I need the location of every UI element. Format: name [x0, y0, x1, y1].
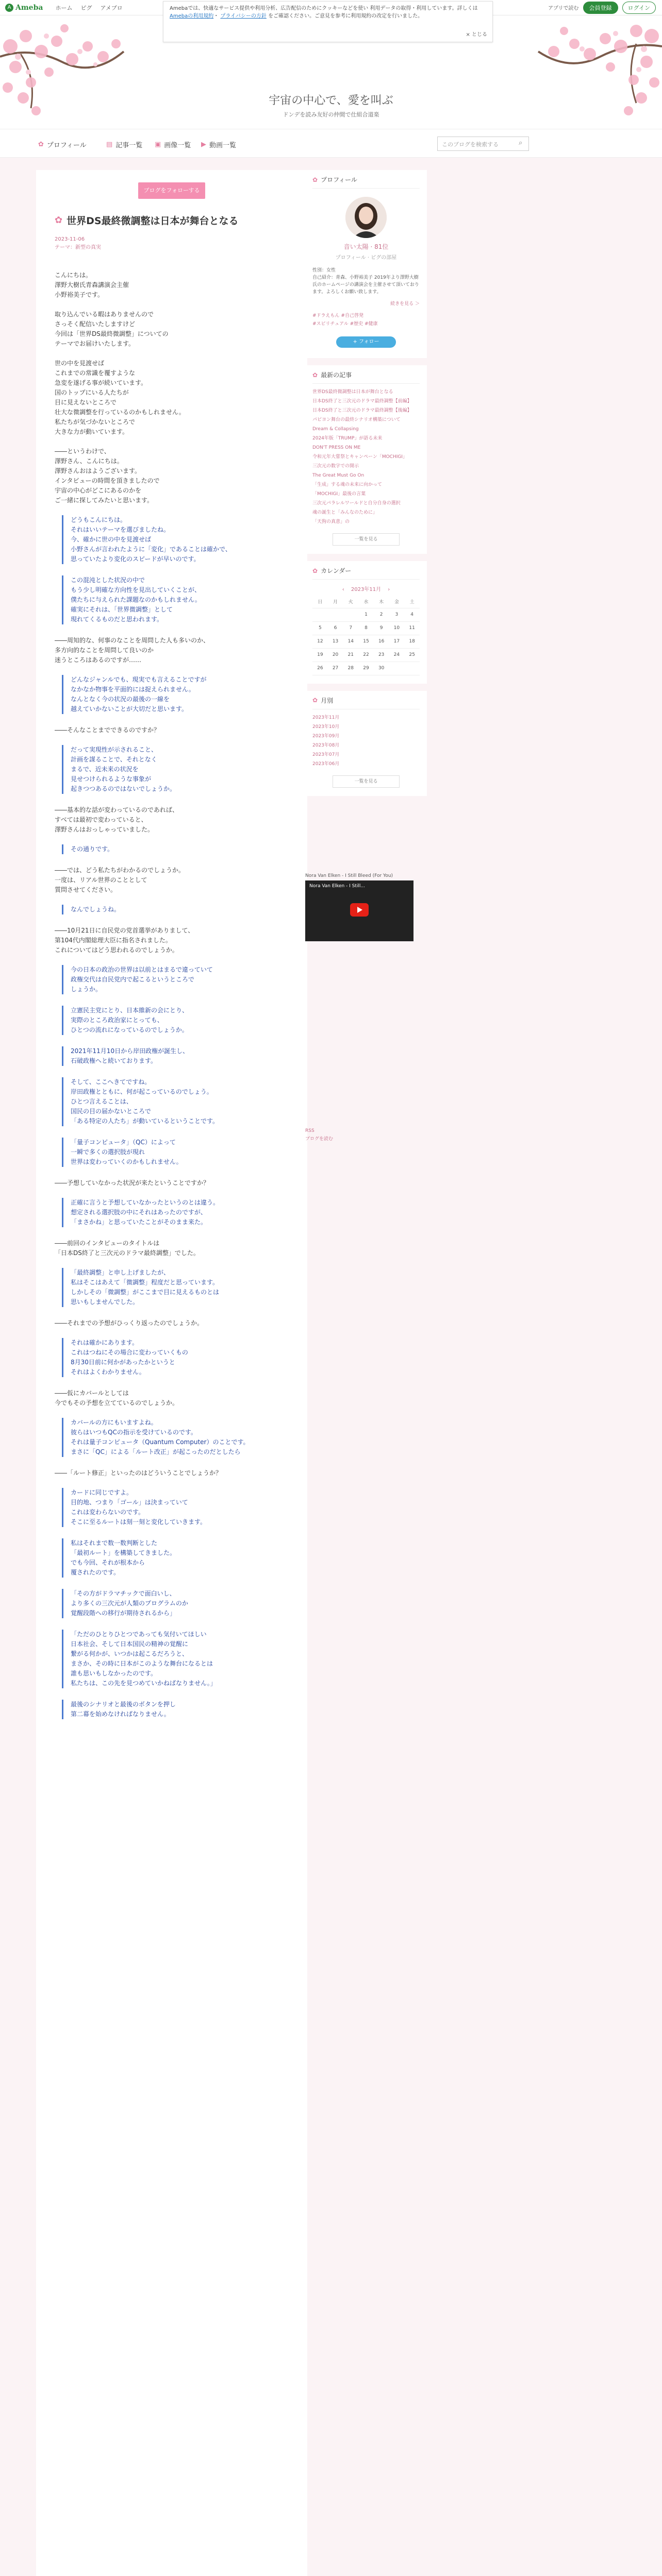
calendar-day[interactable]: 5: [312, 621, 328, 635]
calendar-day[interactable]: 30: [374, 662, 389, 675]
quote-block: 正確に言うと予想していなかったというのとは違う。 想定される選択肢の中にそれはあったのですが、 「まさかね」と思っていたことがそのまま来た。: [62, 1198, 289, 1227]
dialogue: ――基本的な話が変わっているのであれば、 すべては最初で変わっていると、 澤野さんはおっしゃっていました。: [55, 806, 178, 833]
quote-block: どうもこんにちは。 それはいいテーマを選びましたね。 今、確かに世の中を見渡せば 小野さんが言われたように「変化」であることは確かで、 思っていたより変化のスピードが早いのです。: [62, 515, 289, 564]
calendar-day[interactable]: 24: [389, 648, 405, 662]
recent-item[interactable]: 令和元年大嘗祭とキャンペーン「MOCHIGI」: [312, 454, 408, 460]
archive-item[interactable]: 2023年07月: [312, 752, 340, 757]
document-icon: ▤: [106, 141, 113, 148]
archive-item[interactable]: 2023年10月: [312, 724, 340, 730]
recent-item[interactable]: 「生成」する魂の未来に向かって: [312, 482, 383, 487]
calendar-day[interactable]: 21: [343, 648, 358, 662]
paragraph: 世の中を見渡せば これまでの常識を覆すような 急変を遂げる事が続いています。 国のトップにいる人たちが 目に見えないところで 壮大な微調整を行っているのかもしれません。 私たちが気づかないところで 大きな力が動いています。: [55, 360, 185, 435]
recent-item[interactable]: 三次元パラレルワールドと自分自身の選択: [312, 501, 401, 506]
calendar-title: [312, 585, 420, 592]
dialogue: ――それまでの予想がひっくり返ったのでしょうか。: [55, 1319, 204, 1327]
recent-posts-box: [305, 365, 427, 554]
notice-close-button[interactable]: × とじる: [466, 32, 487, 38]
profile-box: [305, 170, 427, 358]
profile-heading: [312, 175, 420, 189]
entry-title-text: 世界DS最終微調整は日本が舞台となる: [67, 215, 239, 227]
weekday: 金: [389, 596, 405, 608]
recent-item[interactable]: 日本DS終了と三次元のドラマ最終調整【前編】: [312, 399, 412, 404]
paragraph: ――というわけで、 澤野さん、こんにちは。 澤野さんおはようございます。 インタビューの時間を頂きましたので 宇宙の中心がどこにあるのかを ご一緒に探してみたいと思います。: [55, 448, 160, 504]
calendar-day: [404, 662, 420, 675]
archive-list: [312, 714, 420, 768]
weekday: 土: [404, 596, 420, 608]
calendar-day[interactable]: 18: [404, 635, 420, 648]
ameba-logo-icon: A: [5, 4, 13, 12]
calendar-day: [312, 608, 328, 621]
video-player[interactable]: [305, 880, 413, 941]
top-right-actions: [548, 2, 656, 14]
quote-block: 「最終調整」と申し上げましたが、 私はそこはあえて「微調整」程度だと思っています。 しかしその「微調整」がここまで目に見えるものとは 思いもしませんでした。: [62, 1268, 289, 1307]
quote-block: どんなジャンルでも、現実でも言えることですが なかなか物事を平面的には捉えられません。 なんとなく今の状況の最後の一線を 越えていかないことが大切だと思います。: [62, 675, 289, 714]
quote-block: 私はそれまで数一数判断とした 「最初ルート」を構築してきました。 でも今回、それが根本から 覆されたのです。: [62, 1538, 289, 1578]
calendar-day: [343, 608, 358, 621]
nav-profile-label: プロフィール: [46, 142, 87, 149]
main-content: [36, 170, 307, 2576]
calendar-day[interactable]: 28: [343, 662, 358, 675]
recent-item[interactable]: 2024年版「TRUMP」が語る未来: [312, 436, 383, 441]
quote-block: 「量子コンピュータ」（QC）によって 一瞬で多くの選択肢が現れ 世界は変わっていくのかもしれません。: [62, 1138, 289, 1167]
prev-month-icon[interactable]: ‹: [342, 587, 344, 592]
quote-block: 「その方がドラマチックで面白いし、 より多くの三次元が人類のプログラムのか 覚醒段階への移行が期待されるから」: [62, 1589, 289, 1618]
calendar-day[interactable]: 19: [312, 648, 328, 662]
top-nav-ameblo[interactable]: アメブロ: [100, 4, 123, 11]
calendar-day[interactable]: 26: [312, 662, 328, 675]
entry-theme[interactable]: テーマ：新型の真実: [55, 245, 101, 250]
profile-tags[interactable]: #ドラえもん #自己啓発 #スピリチュアル #歴史 #健康: [312, 313, 378, 327]
flower-icon: ✿: [312, 697, 318, 704]
calendar-day[interactable]: 4: [404, 608, 420, 621]
calendar-day[interactable]: 16: [374, 635, 389, 648]
archive-heading-text: 月別: [321, 697, 334, 704]
weekday: 火: [343, 596, 358, 608]
flower-icon: ✿: [38, 141, 44, 148]
next-month-icon[interactable]: ›: [388, 587, 390, 592]
recent-item[interactable]: Dream & Collapsing: [312, 427, 359, 432]
calendar-day: [328, 608, 343, 621]
recent-item[interactable]: 三次元の数字での開示: [312, 464, 359, 469]
nav-images[interactable]: [155, 140, 191, 149]
nav-profile[interactable]: [38, 140, 87, 149]
dialogue: ――予想していなかった状況が来たということですか？: [55, 1179, 210, 1187]
archive-heading: [312, 696, 420, 709]
dialogue: ――前回のインタビューのタイトルは 「日本DS終了と三次元のドラマ最終調整」でした。: [55, 1240, 200, 1257]
privacy-link[interactable]: プライバシーの方針: [220, 13, 267, 19]
calendar-day[interactable]: 9: [374, 621, 389, 635]
notice-text-3: をご確認ください。ご意見を参考に利用規約の改定を行いました。: [268, 13, 423, 19]
quote-block: その通りです。: [62, 844, 289, 854]
calendar-day[interactable]: 1: [358, 608, 374, 621]
archive-box: [305, 691, 427, 796]
calendar-day[interactable]: 29: [358, 662, 374, 675]
calendar-box: [305, 561, 427, 684]
sidebar: [305, 170, 427, 1143]
video-label: Nora Van Elken - I Still Bleed (For You): [305, 873, 393, 878]
video-widget: [305, 873, 427, 1143]
profile-heading-text: プロフィール: [321, 176, 357, 183]
video-title: Nora Van Elken - I Still...: [309, 883, 365, 889]
nav-videos-label: 動画一覧: [209, 142, 237, 149]
entry-date: 2023-11-06: [55, 236, 85, 242]
calendar-day[interactable]: 13: [328, 635, 343, 648]
recent-more-button[interactable]: 一覧を見る: [333, 533, 400, 546]
recent-item[interactable]: 「天狗の真意」の: [312, 519, 350, 524]
blog-description: ドンデを読み友好の仲間で仕組合道楽: [283, 111, 379, 118]
terms-link[interactable]: Amebaの利用規約: [170, 13, 214, 19]
entry-meta: [55, 235, 289, 252]
top-nav-pigg[interactable]: ピグ: [80, 4, 92, 11]
quote-block: 立憲民主党にとり、日本維新の会にとり、 実際のところ政治家にとっても、 ひとつの流れになっているのでしょうか。: [62, 1006, 289, 1035]
app-read-link[interactable]: アプリで読む: [548, 6, 579, 11]
follow-blog-button[interactable]: ブログをフォローする: [138, 182, 205, 199]
archive-more-button[interactable]: 一覧を見る: [333, 775, 400, 788]
quote-block: 今の日本の政治の世界は以前とはまるで違っていて 政権交代は自民党内で起こるというところで しょうか。: [62, 965, 289, 994]
calendar-day[interactable]: 20: [328, 648, 343, 662]
blog-title[interactable]: 宇宙の中心で、愛を叫ぶ: [269, 94, 393, 107]
dialogue: ――仮にカバールとしては 今でもその予想を立てているのでしょうか。: [55, 1389, 179, 1406]
entry-title[interactable]: [55, 213, 289, 227]
notice-text-2: 利用データの取得・利用しています。詳しくは: [370, 6, 478, 11]
calendar-day[interactable]: 10: [389, 621, 405, 635]
quote-block: カードに同じですよ。 目的地、つまり「ゴール」は決まっていて これは変わらないのです。 そこに至るルートは刻一刻と変化していきます。: [62, 1488, 289, 1527]
top-nav: [55, 4, 122, 12]
archive-item[interactable]: 2023年08月: [312, 742, 340, 748]
profile-more-link[interactable]: 続きを見る ＞: [390, 301, 420, 307]
quote-block: カバールの方にもいますよね。 彼らはいつもQCの指示を受けているのです。 それは量子コンピュータ（Quantum Computer）のことです。 まさに「QC」による「ルート改正」が起こったのだとしたら: [62, 1418, 289, 1457]
recent-item[interactable]: 「MOCHIGI」最後の言葉: [312, 492, 366, 497]
calendar-table: [312, 596, 420, 675]
blog-navbar: [0, 129, 662, 158]
archive-item[interactable]: 2023年11月: [312, 715, 340, 720]
archive-item[interactable]: 2023年06月: [312, 761, 340, 767]
recent-heading-text: 最新の記事: [321, 371, 352, 379]
dialogue: ――周知的な、何事のなことを周問した人も多いのか、 多方向的なことを周問して良いのか 迷うところはあるのですが……: [55, 637, 210, 664]
recent-item[interactable]: 日本DS終了と三次元のドラマ最終調整【後編】: [312, 408, 412, 413]
calendar-day[interactable]: 23: [374, 648, 389, 662]
profile-links[interactable]: プロフィール · ピグの部屋: [335, 255, 397, 261]
notice-text-1: Amebaでは、快適なサービス提供や利用分析、広告配信のためにクッキーなどを使い: [170, 6, 369, 11]
top-nav-home[interactable]: ホーム: [55, 4, 73, 11]
ameba-logo-text: Ameba: [15, 3, 43, 12]
login-button[interactable]: ログイン: [622, 2, 656, 14]
video-icon: ▶: [201, 141, 206, 148]
calendar-day: [389, 662, 405, 675]
image-icon: ▣: [155, 141, 161, 148]
quote-block: 最後のシナリオと最後のボタンを押し 第二幕を始めなければなりません。: [62, 1700, 289, 1719]
weekday: 日: [312, 596, 328, 608]
calendar-day[interactable]: 25: [404, 648, 420, 662]
recent-heading: [312, 370, 420, 384]
nav-videos[interactable]: [201, 140, 236, 149]
weekday: 木: [374, 596, 389, 608]
quote-block: 「ただのひとりひとつであっても気付いてほしい 日本社会、そして日本国民の精神の覚醒に 繋がる何かが、いつかは起こるだろうと、 まさか、その時に日本がこのような舞台になるとは 誰も思いもしなかったのです。 私たちは、この先を見つめていかねばなりません。」: [62, 1630, 289, 1688]
avatar[interactable]: [345, 197, 387, 238]
search-icon[interactable]: ⌕: [519, 139, 523, 147]
calendar-heading: [312, 566, 420, 580]
recent-item[interactable]: パピヨン舞台の最終シナリオ構築について: [312, 417, 401, 422]
quote-block: それは確かにあります。 これはつねにその場合に変わっていくもの 8月30日前に何かがあったかというと それはよくわかりません。: [62, 1338, 289, 1377]
dialogue: ――「ルート修正」といったのはどういうことでしょうか？: [55, 1469, 222, 1477]
quote-block: そして、ここへきてですね。 岸田政権とともに、何が起こっているのでしょう。 ひとつ言えることは、 国民の目の届かないところで 「ある特定の人たち」が動いているということです。: [62, 1077, 289, 1126]
calendar-day[interactable]: 15: [358, 635, 374, 648]
nav-images-label: 画像一覧: [164, 142, 191, 149]
calendar-day[interactable]: 27: [328, 662, 343, 675]
sidebar-follow-button[interactable]: + フォロー: [336, 336, 396, 348]
calendar-day[interactable]: 8: [358, 621, 374, 635]
paragraph: こんにちは。 澤野大樹氏青森講演会主催 小野裕美子です。: [55, 272, 129, 298]
recent-list: [312, 388, 420, 526]
nav-entries-label: 記事一覧: [115, 142, 143, 149]
nav-entries[interactable]: [106, 140, 142, 149]
avatar-image-icon: [345, 197, 387, 238]
entry-body: [55, 270, 289, 1719]
sidebar-footer[interactable]: RSS ブログを読む: [305, 1128, 334, 1142]
recent-item[interactable]: DON'T PRESS ON ME: [312, 445, 361, 450]
dialogue: ――そんなことまでできるのですか？: [55, 726, 160, 734]
flower-icon: ✿: [312, 371, 318, 379]
flower-icon: ✿: [312, 176, 318, 183]
calendar-month: 2023年11月: [351, 587, 382, 592]
ameba-logo[interactable]: [5, 4, 43, 12]
calendar-day[interactable]: 22: [358, 648, 374, 662]
flower-icon: ✿: [55, 215, 63, 226]
recent-item[interactable]: 世界DS最終微調整は日本が舞台となる: [312, 389, 393, 395]
quote-block: 2021年11月10日から岸田政権が誕生し、 石破政権へと続いております。: [62, 1046, 289, 1066]
calendar-day[interactable]: 11: [404, 621, 420, 635]
calendar-day[interactable]: 14: [343, 635, 358, 648]
calendar-day[interactable]: 6: [328, 621, 343, 635]
dialogue: ――では、どう私たちがわかるのでしょうか。 一度は、リアル世界のこととして 質問させてください。: [55, 867, 185, 893]
quote-block: だって実現性が示されること、 計画を謀ることで、それとなく まるで、近未来の状況を 見せつけられるような事象が 起きつつあるのではないでしょうか。: [62, 745, 289, 794]
archive-item[interactable]: 2023年09月: [312, 733, 340, 739]
quote-block: この混沌とした状況の中で もう少し明確な方向性を見出していくことが、 僕たちに与えられた課題なのかもしれません。 確実にそれは、「世界微調整」として 現れてくるものだと思われます。: [62, 575, 289, 624]
calendar-day[interactable]: 12: [312, 635, 328, 648]
register-button[interactable]: 会員登録: [583, 2, 618, 14]
quote-block: なんでしょうね。: [62, 905, 289, 914]
weekday: 水: [358, 596, 374, 608]
paragraph: 取り込んでいる暇はありませんので さっそく配信いたしますけど 今回は「世界DS最終微調整」についての テーマでお届けいたします。: [55, 311, 169, 347]
profile-name[interactable]: 音い太陽 · 81位: [343, 243, 389, 250]
calendar-day[interactable]: 17: [389, 635, 405, 648]
recent-item[interactable]: The Great Must Go On: [312, 473, 365, 478]
profile-text: 性別：女性 自己紹介：青森、小野裕美子 2019年より澤野大樹氏のホームページの講演会を主催させて頂いております。よろしくお願い致します。: [312, 268, 419, 295]
recent-item[interactable]: 魂の誕生と「みんなのために」: [312, 510, 378, 515]
cookie-notice: Amebaでは、快適なサービス提供や利用分析、広告配信のためにクッキーなどを使い 利用データの取得・利用しています。詳しくは Amebaの利用規約・ プライバシーの方針 をご確認ください。ご意見を参考に利用規約の改定を行いました。 × とじる: [163, 1, 493, 42]
dialogue: ――10月21日に自民党の党首選挙がありまして、 第104代内閣総理大臣に指名されました。 これについてはどう思われるのでしょうか。: [55, 927, 194, 954]
calendar-heading-text: カレンダー: [321, 567, 352, 574]
calendar-day[interactable]: 3: [389, 608, 405, 621]
play-icon[interactable]: [350, 903, 369, 917]
blog-search-input[interactable]: このブログを検索する: [437, 137, 529, 151]
weekday: 月: [328, 596, 343, 608]
flower-icon: ✿: [312, 567, 318, 574]
calendar-day[interactable]: 2: [374, 608, 389, 621]
calendar-day[interactable]: 7: [343, 621, 358, 635]
